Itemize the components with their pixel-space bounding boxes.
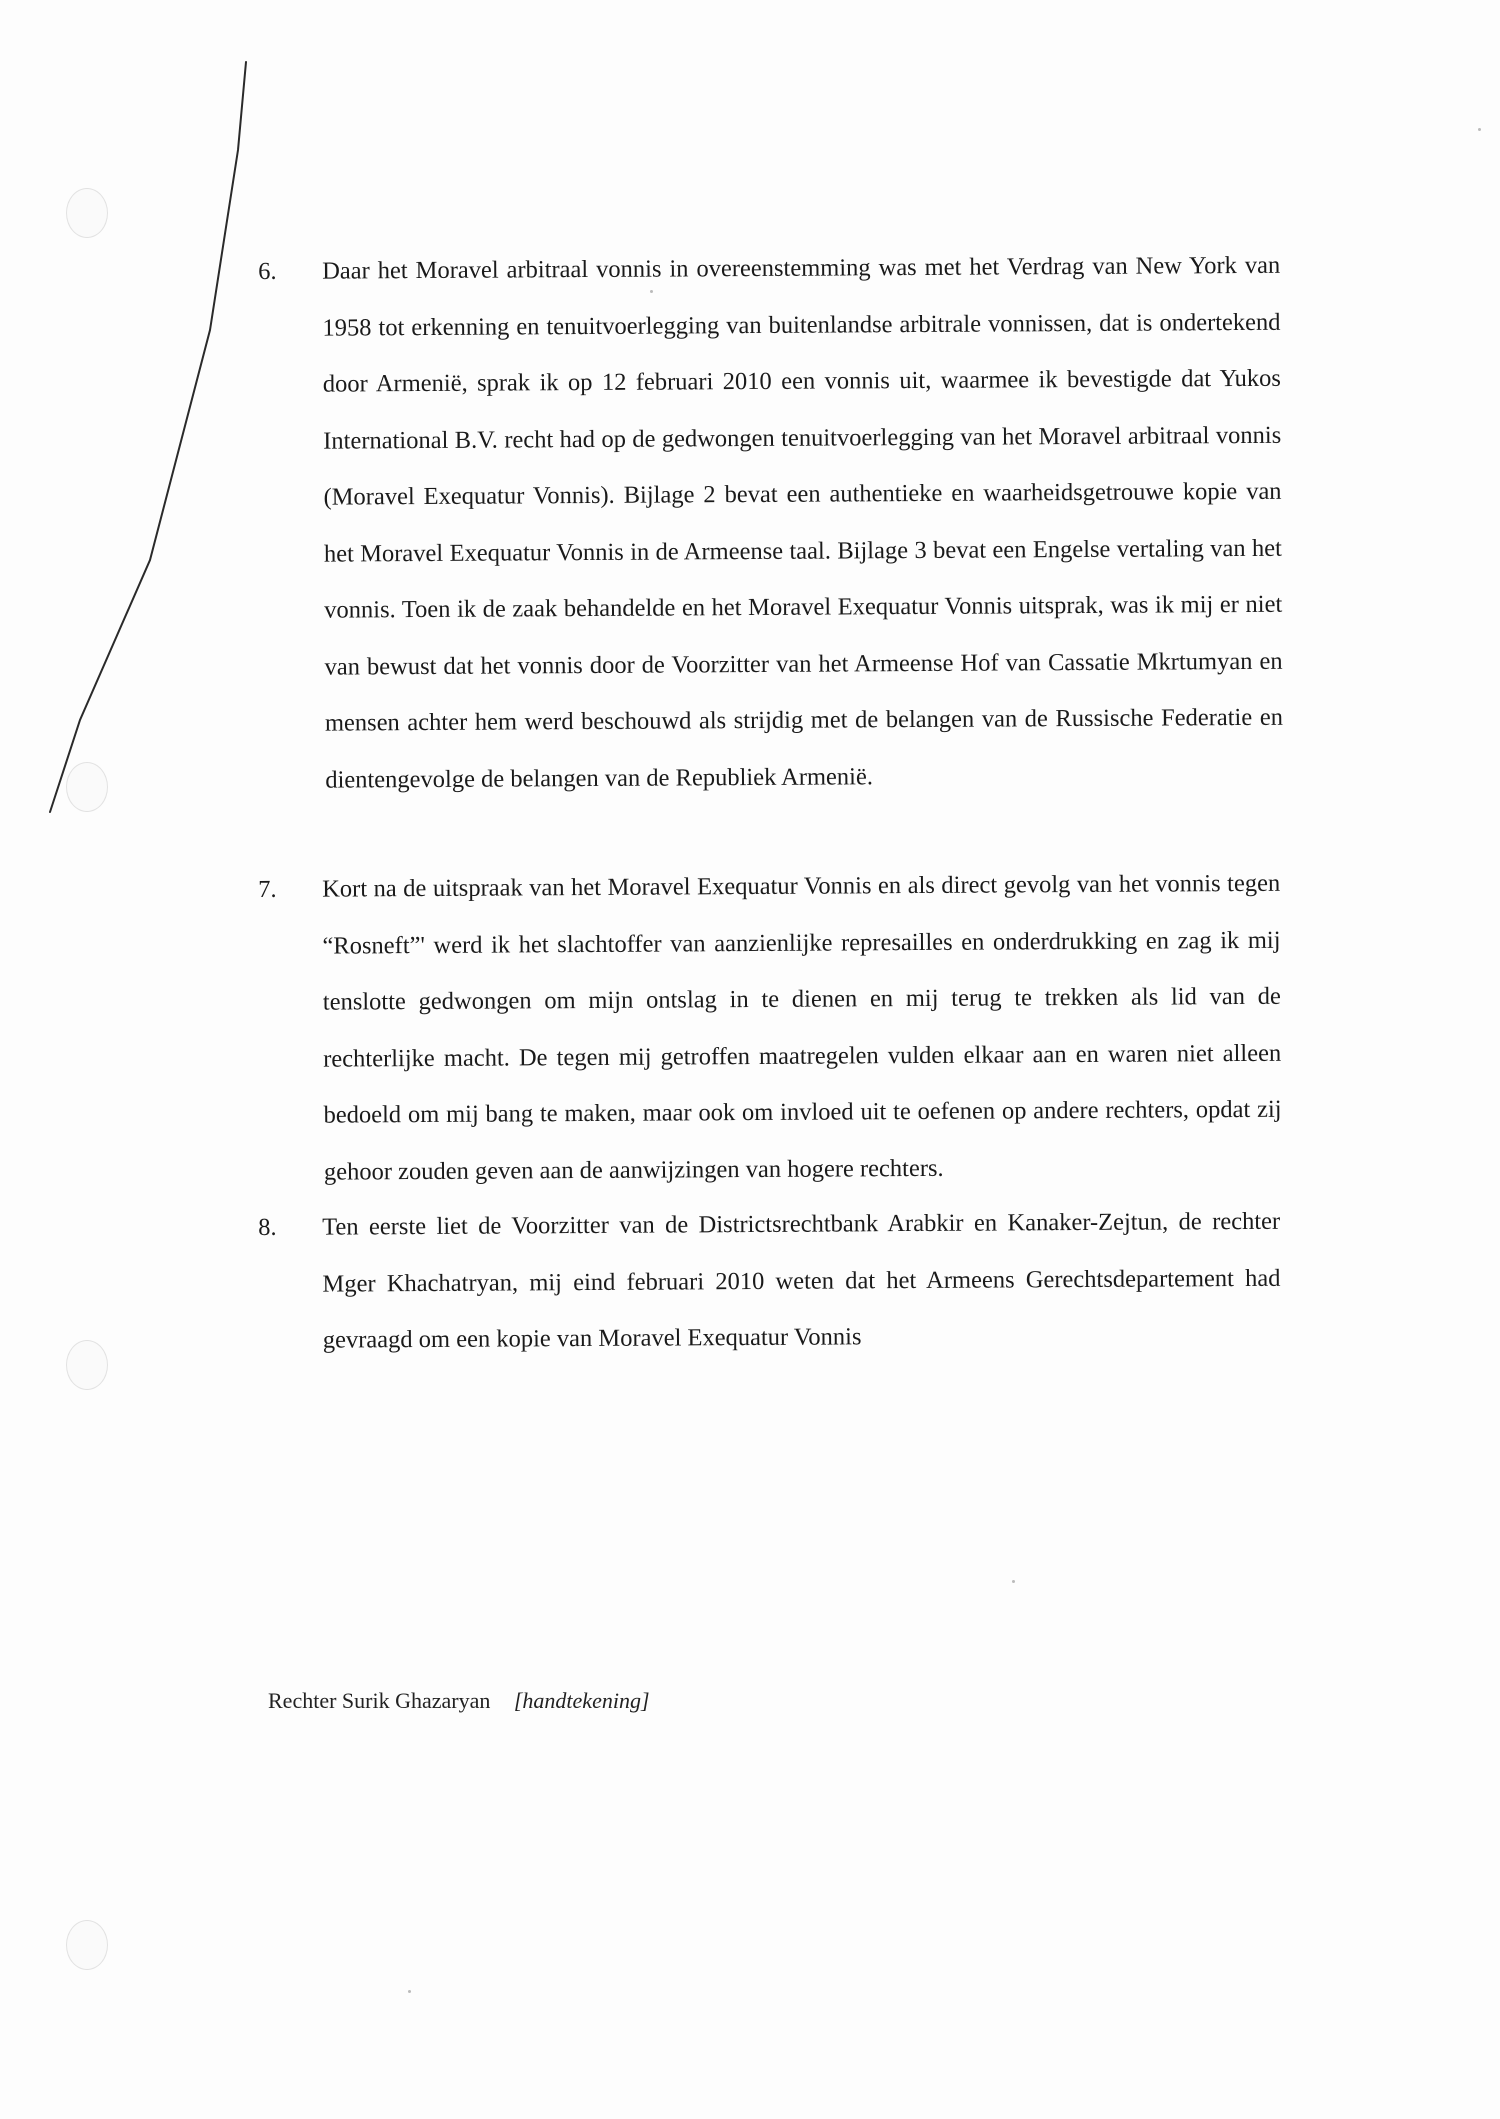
paragraph-7 bbox=[260, 856, 1282, 1201]
paragraph-6 bbox=[260, 238, 1283, 809]
paragraph-8 bbox=[260, 1194, 1281, 1370]
paragraph-number: 6. bbox=[258, 257, 277, 286]
paper-speck bbox=[1478, 128, 1481, 131]
paragraph-text: Ten eerste liet de Voorzitter van de Districtsrechtbank Arabkir en Kanaker-Zejtun, de rechter Mger Khachatryan, mij eind februari 2010 weten dat het Armeens Gerechtsdepartement had gevraagd om een kopie van Moravel Exequatur Vonnis bbox=[322, 1207, 1281, 1354]
paragraph-number: 7. bbox=[258, 875, 277, 904]
paragraph-text: Kort na de uitspraak van het Moravel Exequatur Vonnis en als direct gevolg van het vonnis tegen “Rosneft”' werd ik het slachtoffer van aanzienlijke represailles en onderdrukking en zag ik mij tenslotte gedwongen om mijn ontslag in te dienen en mij terug te trekken als lid van de rechterlijke macht. De tegen mij getroffen maatregelen vulden elkaar aan en waren niet alleen bedoeld om mij bang te maken, maar ook om invloed uit te oefenen op andere rechters, opdat zij gehoor zouden geven aan de aanwijzingen van hogere rechters. bbox=[322, 869, 1282, 1186]
paper-speck bbox=[1012, 1580, 1015, 1583]
margin-pen-stroke bbox=[0, 0, 300, 840]
paper-speck bbox=[408, 1990, 411, 1993]
signature-note: [handtekening] bbox=[513, 1688, 650, 1713]
punch-hole bbox=[66, 1340, 108, 1390]
signature-line bbox=[268, 1688, 650, 1714]
paragraph-text: Daar het Moravel arbitraal vonnis in overeenstemming was met het Verdrag van New York van 1958 tot erkenning en tenuitvoerlegging van buitenlandse arbitrale vonnissen, dat is ondertekend door Armenië, sprak ik op 12 februari 2010 een vonnis uit, waarmee ik bevestigde dat Yukos International B.V. recht had op de gedwongen tenuitvoerlegging van het Moravel arbitraal vonnis (Moravel Exequatur Vonnis). Bijlage 2 bevat een authentieke en waarheidsgetrouwe kopie van het Moravel Exequatur Vonnis in de Armeense taal. Bijlage 3 bevat een Engelse vertaling van het vonnis. Toen ik de zaak behandelde en het Moravel Exequatur Vonnis uitsprak, was ik mij er niet van bewust dat het vonnis door de Voorzitter van het Armeense Hof van Cassatie Mkrtumyan en mensen achter hem werd beschouwd als strijdig met de belangen van de Russische Federatie en dientengevolge de belangen van de Republiek Armenië. bbox=[322, 251, 1283, 794]
paragraph-number: 8. bbox=[258, 1213, 277, 1242]
paper-speck bbox=[650, 290, 653, 293]
punch-hole bbox=[66, 1920, 108, 1970]
signatory-name: Rechter Surik Ghazaryan bbox=[268, 1688, 491, 1713]
